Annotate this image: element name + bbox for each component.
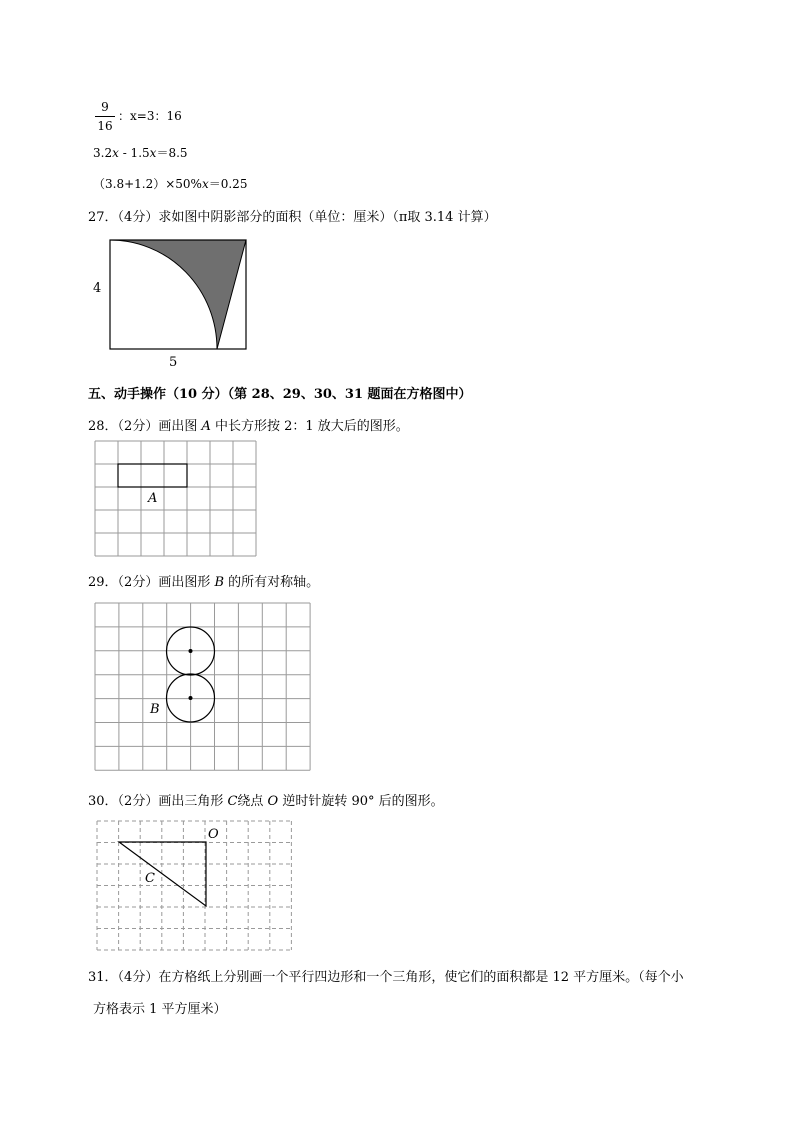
q28-var: A bbox=[201, 419, 211, 434]
equation-1-rest: ：x=3：16 bbox=[118, 109, 182, 123]
q28-prefix: 28．（2分）画出图 bbox=[88, 419, 202, 434]
q28-suffix: 中长方形按 2：1 放大后的图形。 bbox=[210, 419, 409, 434]
section-5-title: 五、动手操作（10 分）（第 28、29、30、31 题面在方格图中） bbox=[88, 387, 472, 402]
label-O: O bbox=[208, 827, 219, 842]
eq2-prefix: 3.2 bbox=[93, 146, 113, 160]
q30-var1: C bbox=[227, 794, 238, 809]
label-width: 5 bbox=[169, 355, 178, 370]
eq2-var1: x bbox=[112, 146, 119, 160]
question-31-line-1: 31．（4分）在方格纸上分别画一个平行四边形和一个三角形，使它们的面积都是 12 平方厘米。（每个小 bbox=[88, 970, 684, 985]
eq3-prefix: （3.8+1.2）×50% bbox=[93, 177, 202, 191]
label-B: B bbox=[150, 702, 160, 717]
eq3-var: x bbox=[201, 177, 209, 191]
question-31-line-2: 方格表示 1 平方厘米） bbox=[93, 1002, 227, 1017]
eq2-suffix: ＝8.5 bbox=[156, 146, 188, 160]
grid-lines bbox=[97, 821, 291, 950]
q29-prefix: 29．（2分）画出图形 bbox=[88, 575, 215, 590]
eq2-var2: x bbox=[149, 146, 157, 160]
label-A: A bbox=[148, 491, 158, 506]
triangle-C bbox=[119, 842, 206, 906]
label-C: C bbox=[145, 871, 155, 886]
q30-middle: 绕点 bbox=[237, 794, 268, 809]
q29-var: B bbox=[214, 575, 225, 590]
q30-prefix: 30．（2分）画出三角形 bbox=[88, 794, 228, 809]
q30-suffix: 逆时针旋转 90° 后的图形。 bbox=[278, 794, 444, 809]
q29-suffix: 的所有对称轴。 bbox=[224, 575, 320, 590]
q30-var2: O bbox=[267, 794, 279, 809]
eq3-suffix: ＝0.25 bbox=[208, 177, 248, 191]
label-height: 4 bbox=[93, 281, 102, 296]
eq2-mid: - 1.5 bbox=[118, 146, 150, 160]
fraction-denominator: 16 bbox=[97, 119, 113, 133]
question-27-text: 27．（4分）求如图中阴影部分的面积（单位：厘米）（π取 3.14 计算） bbox=[88, 210, 497, 225]
fraction-numerator: 9 bbox=[101, 100, 109, 114]
